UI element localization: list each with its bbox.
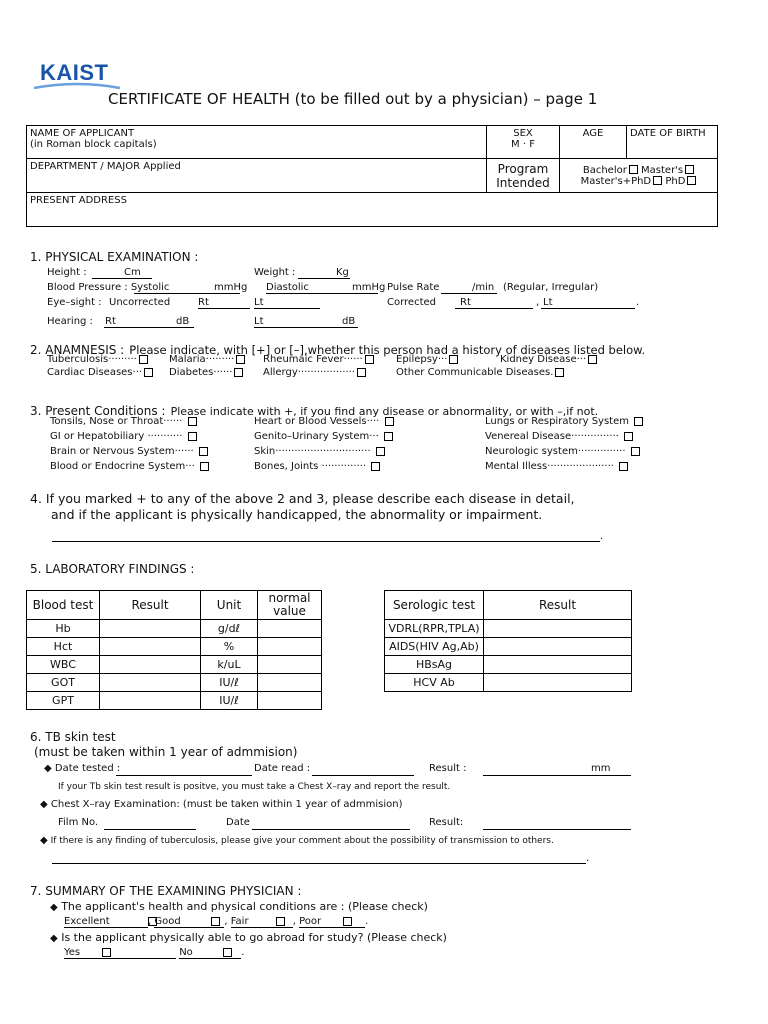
program-bachelor-checkbox[interactable] <box>629 165 638 174</box>
table-row <box>385 674 632 692</box>
blood-normal-cell[interactable] <box>258 620 322 638</box>
condition-item: Skin······························ <box>254 446 385 457</box>
eye-uncorrected-rt-input[interactable] <box>198 308 250 309</box>
eye-corrected-lt-input[interactable] <box>541 308 635 309</box>
present-instruction: Please indicate with +, if you find any disease or abnormality, or with –,if not. <box>170 405 599 418</box>
blood-result-cell[interactable] <box>100 620 201 638</box>
anamnesis-item: Other Communicable Diseases. <box>396 367 564 378</box>
condition-checkbox[interactable] <box>376 447 385 456</box>
program-bachelor-label: Bachelor <box>582 164 627 176</box>
department-label: DEPARTMENT / MAJOR Applied <box>30 161 181 172</box>
xray-date-label: Date <box>226 817 250 828</box>
condition-checkbox[interactable] <box>619 462 628 471</box>
blood-unit: IU/ℓ <box>201 692 258 710</box>
table-row <box>27 638 322 656</box>
no-option <box>179 947 241 959</box>
condition-item: Brain or Nervous System······ <box>50 446 208 457</box>
name-sublabel: (in Roman block capitals) <box>30 139 157 150</box>
xray-result-label: Result: <box>429 817 464 828</box>
tb-finding-note: If there is any finding of tuberculosis, please give your comment about the possibility of transmission to others. <box>50 836 554 846</box>
xray-result-input[interactable] <box>483 829 631 830</box>
blood-header-unit: Unit <box>201 591 258 620</box>
xray-row <box>40 799 402 810</box>
blood-test-name: Hct <box>27 638 100 656</box>
hearing-rt-label: Rt <box>105 316 116 327</box>
eye-uncorrected-lt-label: Lt <box>254 297 264 308</box>
blood-result-cell[interactable] <box>100 692 201 710</box>
anamnesis-checkbox[interactable] <box>588 355 597 364</box>
film-no-label: Film No. <box>58 817 99 828</box>
program-masters-phd-checkbox[interactable] <box>653 176 662 185</box>
section4-input[interactable] <box>52 541 600 542</box>
age-label: AGE <box>582 128 604 139</box>
page-title: CERTIFICATE OF HEALTH (to be filled out by a physician) – page 1 <box>108 90 598 108</box>
condition-rating-row: Excellent , Good , Fair , Poor . <box>64 916 369 927</box>
condition-checkbox[interactable] <box>188 432 197 441</box>
poor-label: Poor <box>299 916 322 927</box>
height-unit: Cm <box>124 267 141 278</box>
section4-period: . <box>600 531 604 542</box>
condition-item: Blood or Endocrine System··· <box>50 461 209 472</box>
blood-normal-cell[interactable] <box>258 656 322 674</box>
yes-label: Yes <box>64 947 81 958</box>
applicant-table <box>26 125 718 227</box>
condition-item: Neurologic system··············· <box>485 446 640 457</box>
date-tested-label: Date tested : <box>54 763 121 774</box>
bp-unit-diastolic: mmHg <box>352 282 386 293</box>
poor-option <box>299 916 365 928</box>
corrected-label: Corrected <box>387 297 436 308</box>
good-checkbox[interactable] <box>211 917 220 926</box>
dob-label: DATE OF BIRTH <box>630 128 706 139</box>
condition-checkbox[interactable] <box>199 447 208 456</box>
anamnesis-instruction: Please indicate, with [+] or [–],whether this person had a history of diseases listed below. <box>129 343 646 357</box>
weight-input[interactable] <box>298 278 350 279</box>
program-masters-checkbox[interactable] <box>685 165 694 174</box>
physical-heading: 1. PHYSICAL EXAMINATION : <box>30 250 199 264</box>
eyesight-label: Eye–sight : <box>47 297 102 308</box>
yes-checkbox[interactable] <box>102 948 111 957</box>
tb-finding-period: . <box>586 853 590 864</box>
blood-unit: % <box>201 638 258 656</box>
anamnesis-checkbox[interactable] <box>236 355 245 364</box>
eye-corrected-lt-label: Lt <box>543 297 553 308</box>
program-phd-label: PhD <box>665 175 686 187</box>
anamnesis-item: Rheumaic Fever······ <box>263 354 374 365</box>
name-cell[interactable] <box>27 126 487 159</box>
tb-note: If your Tb skin test result is positve, you must take a Chest X–ray and report the result. <box>58 782 451 792</box>
program-phd-checkbox[interactable] <box>687 176 696 185</box>
hearing-lt-input[interactable] <box>254 327 358 328</box>
bp-unit-systolic: mmHg <box>214 282 248 293</box>
anamnesis-item: Cardiac Diseases··· <box>47 367 153 378</box>
anamnesis-checkbox[interactable] <box>144 368 153 377</box>
anamnesis-item: Kidney Disease··· <box>500 354 597 365</box>
anamnesis-item: Diabetes······ <box>169 367 243 378</box>
program-options-cell <box>560 159 718 193</box>
eye-corrected-rt-label: Rt <box>460 297 471 308</box>
table-row <box>385 638 632 656</box>
diastolic-input[interactable] <box>266 293 378 294</box>
pulse-input[interactable] <box>441 293 497 294</box>
condition-checkbox[interactable] <box>385 417 394 426</box>
weight-label: Weight : <box>254 267 296 278</box>
blood-test-name: GPT <box>27 692 100 710</box>
condition-checkbox[interactable] <box>371 462 380 471</box>
bp-label: Blood Pressure : Systolic <box>47 282 170 293</box>
sero-test-name: AIDS(HIV Ag,Ab) <box>385 638 484 656</box>
sero-result-cell[interactable] <box>484 620 632 638</box>
diamond-bullet-icon: ◆ <box>50 902 58 913</box>
xray-date-input[interactable] <box>252 829 410 830</box>
diamond-bullet-icon: ◆ <box>50 933 58 944</box>
anamnesis-checkbox[interactable] <box>139 355 148 364</box>
blood-unit: k/uL <box>201 656 258 674</box>
eye-corrected-rt-input[interactable] <box>455 308 533 309</box>
anamnesis-checkbox[interactable] <box>449 355 458 364</box>
blood-normal-cell[interactable] <box>258 692 322 710</box>
summary-heading: 7. SUMMARY OF THE EXAMINING PHYSICIAN : <box>30 884 302 898</box>
no-checkbox[interactable] <box>223 948 232 957</box>
serologic-table <box>384 590 632 692</box>
condition-item: Heart or Blood Vessels···· <box>254 416 394 427</box>
address-label: PRESENT ADDRESS <box>30 195 127 206</box>
age-cell[interactable] <box>560 126 627 159</box>
sex-cell[interactable] <box>487 126 560 159</box>
systolic-input[interactable] <box>134 293 240 294</box>
sero-result-cell[interactable] <box>484 656 632 674</box>
section4-line1: 4. If you marked + to any of the above 2 and 3, please describe each disease in detail, <box>30 491 575 506</box>
hearing-label: Hearing : <box>47 316 93 327</box>
uncorrected-label: Uncorrected <box>109 297 171 308</box>
tb-result-label: Result : <box>429 763 467 774</box>
hearing-rt-input[interactable] <box>104 327 194 328</box>
table-row <box>385 620 632 638</box>
condition-item: Genito–Urinary System··· <box>254 431 393 442</box>
blood-test-name: WBC <box>27 656 100 674</box>
department-cell[interactable] <box>27 159 487 193</box>
anamnesis-heading: 2. ANAMNESIS : <box>30 343 125 357</box>
sero-test-name: VDRL(RPR,TPLA) <box>385 620 484 638</box>
logo-text: KAIST <box>40 60 109 85</box>
fair-label: Fair <box>230 916 249 927</box>
fair-option <box>231 916 293 928</box>
pulse-label: Pulse Rate <box>387 282 440 293</box>
fair-checkbox[interactable] <box>276 917 285 926</box>
tb-heading: 6. TB skin test <box>30 730 116 744</box>
tb-finding-input[interactable] <box>52 863 586 864</box>
eye-uncorrected-lt-input[interactable] <box>254 308 320 309</box>
date-read-input[interactable] <box>312 775 414 776</box>
pulse-note: (Regular, Irregular) <box>503 282 599 293</box>
condition-checkbox[interactable] <box>624 432 633 441</box>
program-masters-label: Master's <box>641 164 684 176</box>
blood-unit: g/dℓ <box>201 620 258 638</box>
blood-header-result: Result <box>100 591 201 620</box>
name-label: NAME OF APPLICANT <box>30 128 135 139</box>
condition-item: Venereal Disease··············· <box>485 431 633 442</box>
blood-header-test: Blood test <box>27 591 100 620</box>
program-label-cell <box>487 159 560 193</box>
condition-item: Tonsils, Nose or Throat······ <box>50 416 197 427</box>
date-read-label: Date read : <box>254 763 311 774</box>
present-heading: 3. Present Conditions : <box>30 404 166 418</box>
condition-checkbox[interactable] <box>384 432 393 441</box>
xray-heading: Chest X–ray Examination: (must be taken within 1 year of admmision) <box>50 799 403 810</box>
date-tested-input[interactable] <box>116 775 252 776</box>
table-row <box>27 620 322 638</box>
good-option <box>154 916 224 928</box>
sero-result-cell[interactable] <box>484 638 632 656</box>
program-label-2: Intended <box>496 175 550 190</box>
no-label: No <box>179 947 193 958</box>
summary-q2-row <box>50 931 447 944</box>
anamnesis-checkbox[interactable] <box>357 368 366 377</box>
date-tested-row <box>44 763 120 774</box>
table-row <box>27 692 322 710</box>
summary-q1-row <box>50 900 428 913</box>
eye-period: . <box>636 297 640 308</box>
blood-normal-cell[interactable] <box>258 638 322 656</box>
diamond-bullet-icon: ◆ <box>40 835 48 846</box>
program-masters-phd-label: Master's+PhD <box>580 175 652 187</box>
tb-subheading: (must be taken within 1 year of admmision) <box>34 745 298 759</box>
condition-item: Lungs or Respiratory System <box>485 416 643 427</box>
diastolic-label: Diastolic <box>266 282 309 293</box>
anamnesis-item: Malaria········· <box>169 354 245 365</box>
blood-normal-cell[interactable] <box>258 674 322 692</box>
hearing-lt-label: Lt <box>254 316 264 327</box>
anamnesis-item: Allergy·················· <box>263 367 366 378</box>
dob-cell[interactable] <box>627 126 718 159</box>
excellent-label: Excellent <box>64 916 110 927</box>
lab-heading: 5. LABORATORY FINDINGS : <box>30 562 195 576</box>
condition-item: GI or Hepatobiliary ··········· <box>50 431 197 442</box>
blood-result-cell[interactable] <box>100 674 201 692</box>
condition-checkbox[interactable] <box>188 417 197 426</box>
condition-checkbox[interactable] <box>631 447 640 456</box>
blood-unit: IU/ℓ <box>201 674 258 692</box>
condition-checkbox[interactable] <box>200 462 209 471</box>
section4-line2: and if the applicant is physically handicapped, the abnormality or impairment. <box>51 507 543 522</box>
height-label: Height : <box>47 267 87 278</box>
film-no-input[interactable] <box>104 829 196 830</box>
yes-option <box>64 947 176 959</box>
anamnesis-checkbox[interactable] <box>234 368 243 377</box>
table-row <box>385 656 632 674</box>
blood-result-cell[interactable] <box>100 638 201 656</box>
anamnesis-item: Tuberculosis········· <box>47 354 148 365</box>
anamnesis-checkbox[interactable] <box>365 355 374 364</box>
eye-comma: , <box>536 297 540 308</box>
sero-result-cell[interactable] <box>484 674 632 692</box>
sero-test-name: HCV Ab <box>385 674 484 692</box>
tb-finding-row <box>40 835 554 846</box>
sero-header-result: Result <box>484 591 632 620</box>
sex-options: M · F <box>511 139 535 150</box>
tb-result-input[interactable] <box>483 775 631 776</box>
poor-checkbox[interactable] <box>343 917 352 926</box>
weight-unit: Kg <box>336 267 349 278</box>
table-row <box>27 656 322 674</box>
program-label-1: Program <box>497 161 549 176</box>
anamnesis-checkbox[interactable] <box>555 368 564 377</box>
anamnesis-item: Epilepsy··· <box>396 354 458 365</box>
good-label: Good <box>154 916 181 927</box>
eye-uncorrected-rt-label: Rt <box>198 297 209 308</box>
condition-item: Bones, Joints ·············· <box>254 461 380 472</box>
pulse-unit: /min <box>472 282 495 293</box>
condition-item: Mental Illess····················· <box>485 461 628 472</box>
table-row <box>27 674 322 692</box>
height-input[interactable] <box>92 278 152 279</box>
sex-label: SEX <box>513 128 533 139</box>
sero-header-test: Serologic test <box>385 591 484 620</box>
sero-test-name: HBsAg <box>385 656 484 674</box>
summary-q2: Is the applicant physically able to go abroad for study? (Please check) <box>61 931 447 944</box>
diamond-bullet-icon: ◆ <box>40 799 48 810</box>
hearing-lt-db: dB <box>342 316 356 327</box>
tb-result-unit: mm <box>591 763 611 774</box>
condition-checkbox[interactable] <box>634 417 643 426</box>
abroad-row: Yes No . <box>64 947 245 958</box>
summary-q1: The applicant's health and physical conditions are : (Please check) <box>61 900 428 913</box>
address-cell[interactable] <box>27 193 718 227</box>
diamond-bullet-icon: ◆ <box>44 763 52 774</box>
blood-header-normal: normal value <box>258 591 322 620</box>
blood-test-name: GOT <box>27 674 100 692</box>
excellent-option <box>64 916 148 928</box>
kaist-logo <box>40 60 109 86</box>
blood-result-cell[interactable] <box>100 656 201 674</box>
blood-test-table <box>26 590 322 710</box>
blood-test-name: Hb <box>27 620 100 638</box>
hearing-rt-db: dB <box>176 316 190 327</box>
